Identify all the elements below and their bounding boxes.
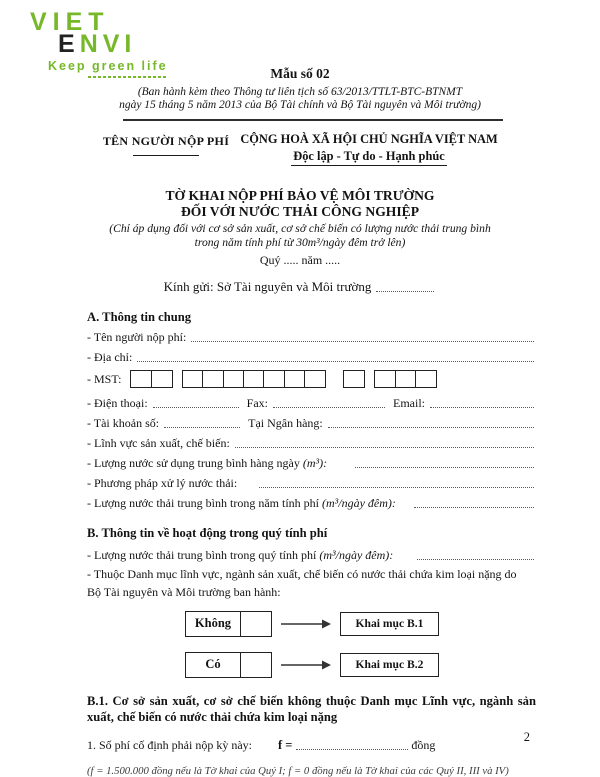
option-yes-checkbox [240,653,271,677]
tax-code-row [87,367,536,391]
decision-diagram [185,610,536,678]
annual-wastewater-label: - Lượng nước thải trung bình trong năm tính phí [87,496,320,510]
fax-blank [273,407,385,408]
email-label: Email: [393,396,425,410]
bank-label: Tại Ngân hàng: [248,416,323,430]
header-divider [123,119,503,121]
heavy-metal-question-line-1: - Thuộc Danh mục lĩnh vực, ngành sản xuất, chế biến có nước thải chứa kim loại nặng do [87,567,517,581]
fee-amount-blank [296,749,408,750]
phone-blank [153,407,239,408]
issuance-line-2: ngày 15 tháng 5 năm 2013 của Bộ Tài chính và Bộ Tài nguyên và Môi trường) [119,99,481,111]
tax-code-cell [374,370,396,388]
section-b1-heading: B.1. Cơ sở sản xuất, cơ sở chế biến không thuộc Danh mục Lĩnh vực, ngành sản xuất, chế biến có nước thải chứa kim loại nặng [87,694,536,724]
national-motto-column [236,132,502,166]
bank-account-row [87,411,536,431]
logo-letters-nvi: NVI [79,30,137,58]
tax-code-group-3 [343,370,365,388]
tax-code-cell [284,370,306,388]
annual-wastewater-blank [414,507,534,508]
tax-code-cell [415,370,437,388]
goto-b2-box: Khai mục B.2 [340,653,439,677]
annual-wastewater-unit: (m³/ngày đêm): [322,496,396,510]
fixed-fee-label: 1. Số phí cố định phải nộp kỳ này: [87,738,252,752]
period-line: Quý ..... năm ..... [259,253,341,267]
option-yes-label: Có [205,656,221,671]
account-number-label: - Tài khoản số: [87,416,160,430]
annual-wastewater-row [87,491,536,511]
tax-code-group-2 [182,370,326,388]
tax-code-cell [130,370,152,388]
email-blank [430,407,534,408]
tax-code-cell [395,370,417,388]
quarterly-wastewater-blank [417,559,534,560]
form-number: Mẫu số 02 [270,66,330,81]
arrow-icon [281,619,331,629]
header-columns [0,132,600,182]
tax-code-cell [343,370,365,388]
national-motto: Độc lập - Tự do - Hạnh phúc [291,149,446,166]
option-no-label: Không [194,615,232,630]
tax-code-cell [223,370,245,388]
tax-code-cell [202,370,224,388]
bank-blank [328,427,534,428]
scope-note-line-1: (Chỉ áp dụng đối với cơ sở sản xuất, cơ sở chế biến có lượng nước thải trung bình [109,222,491,235]
payer-name-heading: TÊN NGƯỜI NỘP PHÍ [102,134,230,148]
arrow-icon [281,660,331,670]
document-title-line-1: TỜ KHAI NỘP PHÍ BẢO VỆ MÔI TRƯỜNG [165,188,435,203]
issuance-line-1: (Ban hành kèm theo Thông tư liên tịch số 63/2013/TTLT-BTC-BTNMT [137,86,463,98]
tax-code-cell [182,370,204,388]
logo-word-envi [58,32,176,57]
diagram-row-yes [185,651,536,678]
payer-name-label: - Tên người nộp phí: [87,330,187,344]
tax-code-cell [243,370,265,388]
section-a-heading: A. Thông tin chung [87,310,192,324]
business-field-row [87,431,536,451]
option-yes-box [185,652,272,678]
tax-code-cell [263,370,285,388]
tax-code-cell [304,370,326,388]
logo-tagline: Keep green life [48,59,168,73]
fee-unit: đồng [411,738,436,752]
tax-code-label: - MST: [87,371,122,386]
scope-note-line-2: trong năm tính phí từ 30m³/ngày đêm trở lên) [194,236,406,249]
daily-water-use-row [87,451,536,471]
payer-name-row [87,325,536,345]
national-title: CỘNG HOÀ XÃ HỘI CHỦ NGHĨA VIỆT NAM [240,132,498,146]
treatment-method-blank [259,487,534,488]
treatment-method-label: - Phương pháp xử lý nước thải: [87,476,238,490]
quarterly-wastewater-row [87,543,536,563]
page-number: 2 [523,730,530,744]
fixed-fee-row [87,731,536,753]
diagram-row-no [185,610,536,637]
daily-water-use-blank [355,467,534,468]
address-row [87,345,536,365]
payer-underline [133,155,199,156]
logo-letter-e: E [58,30,80,58]
daily-water-use-unit: (m³): [302,456,328,470]
business-field-blank [235,447,534,448]
treatment-method-row [87,471,536,491]
address-blank [137,361,534,362]
business-field-label: - Lĩnh vực sản xuất, chế biến: [87,436,230,450]
address-label: - Địa chỉ: [87,350,133,364]
logo-word-viet: VIET [30,8,110,36]
logo-fineprint-line [88,76,166,78]
greeting-text: Kính gửi: Sở Tài nguyên và Môi trường [163,279,372,294]
tax-code-group-4 [374,370,437,388]
daily-water-use-label: - Lượng nước sử dụng trung bình hàng ngày [87,456,300,470]
option-no-checkbox [240,612,271,636]
phone-fax-email-row [87,391,536,411]
payer-name-blank [191,341,534,342]
fee-symbol: f = [278,738,293,752]
greeting-line [0,279,600,295]
goto-b1-box: Khai mục B.1 [340,612,439,636]
tax-code-cell [151,370,173,388]
document-title-line-2: ĐỐI VỚI NƯỚC THẢI CÔNG NGHIỆP [180,204,420,219]
account-number-blank [164,427,240,428]
fax-label: Fax: [246,396,268,410]
quarterly-wastewater-label: - Lượng nước thải trung bình trong quý tính phí [87,548,317,562]
phone-label: - Điện thoại: [87,396,148,410]
option-no-box [185,611,272,637]
heavy-metal-question [87,565,536,601]
fee-note: (f = 1.500.000 đồng nếu là Tờ khai của Quý I; f = 0 đồng nếu là Tờ khai của các Quý II, III và IV) [87,765,509,777]
tax-code-group-1 [130,370,172,388]
section-b-heading: B. Thông tin về hoạt động trong quý tính phí [87,526,328,540]
vietenvi-logo [16,10,176,78]
heavy-metal-question-line-2: Bộ Tài nguyên và Môi trường ban hành: [87,585,281,599]
greeting-blank [376,291,434,292]
quarterly-wastewater-unit: (m³/ngày đêm): [319,548,394,562]
